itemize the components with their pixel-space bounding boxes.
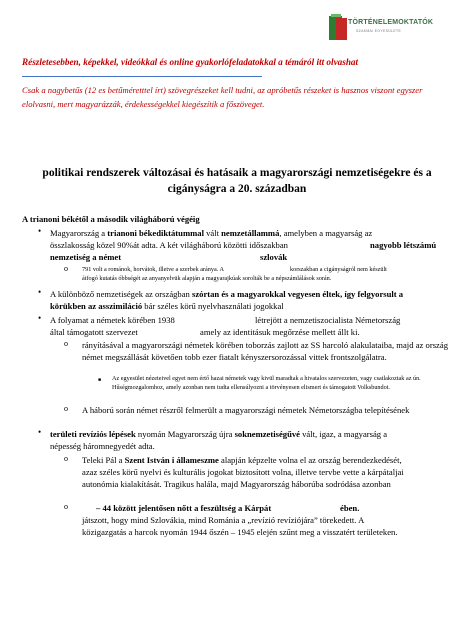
book-logo-icon <box>328 14 348 42</box>
paragraph-line: létrejött a nemzetiszocialista Németország <box>255 315 401 325</box>
paragraph-line: amely az identitásuk megőrzése mellett állt ki. <box>200 327 360 337</box>
small-note: korszakban a cigányságról nem készült <box>290 266 387 273</box>
paragraph-line: népesség háromnegyedét adta. <box>50 441 155 451</box>
paragraph-line: nemzetiség a német <box>50 252 122 262</box>
bullet-icon: • <box>38 287 42 297</box>
paragraph-line: összlakosság közel 90%át adta. A két világháború közötti időszakban <box>50 240 288 250</box>
paragraph-line: A különböző nemzetiségek az országban szórtan és a magyarokkal vegyesen éltek, így felgyorsult a <box>50 289 404 299</box>
square-bullet-icon: ■ <box>98 378 102 383</box>
circle-bullet-icon: o <box>64 339 68 348</box>
paragraph-line: Teleki Pál a Szent István i állameszme alapján képzelte volna el az ország berendezkedését, <box>82 455 402 465</box>
paragraph-line: játszott, hogy mind Szlovákia, mind Románia a „revízió revíziójára” törekedett. A <box>82 515 365 525</box>
bullet-icon: • <box>38 427 42 437</box>
paragraph-line: nagyobb létszámú <box>370 240 437 250</box>
details-link[interactable]: Részletesebben, képekkel, videókkal és online gyakorlófeladatokkal a témáról itt olvashat <box>22 57 359 67</box>
paragraph-line: A folyamat a németek körében 1938 <box>50 315 175 325</box>
paragraph-line: azaz széles körű nyelvi és kulturális jogokat biztosított volna, illetve tervbe vette a kárpátaljai <box>82 467 404 477</box>
bullet-icon: • <box>38 226 42 236</box>
small-note: átfogó kutatás óbbségét az anyanyelvük alapján a magyarajkúak sorolták be a népszámlálások során. <box>82 275 332 282</box>
paragraph-line: körükben az asszimiláció bár széles körű nyelvhasználati jogokkal <box>50 301 284 311</box>
paragraph: rányításával a magyarországi németek körében toborzás zajlott az SS harcoló alakulataiba, majd az ország német megszállását követően tobb ezer fiatalt kényszersorozással vittek frontszolgálatra. <box>82 340 448 362</box>
logo-name: TÖRTÉNELEMOKTATÓK <box>348 19 434 26</box>
paragraph-line: – 44 között jelentősen nőtt a feszültség a Kárpát <box>96 503 272 513</box>
logo-subtitle: SZAKMAI EGYESÜLETE <box>356 29 402 33</box>
page-title: politikai rendszerek változásai és hatásaik a magyarországi nemzetiségekre és a cigányságra a 20. században <box>42 167 432 195</box>
paragraph-line: ében. <box>340 503 360 513</box>
paragraph-line: közigazgatás a harcok nyomán 1944 őszén – 1945 elején szűnt meg a visszatért területeken. <box>82 527 398 537</box>
paragraph-line: által támogatott szervezet <box>50 327 138 337</box>
paragraph-line: A háború során német részről felmerült a magyarországi németek Németországba telepítésének <box>82 405 410 415</box>
small-note: Az egyesület nézeteivel egyet nem értő hazai németek vagy kivül maradtak a hivatalos szervezeten, vagy csatlakoztak az ún. Hűségmozgalomhoz, amely azonban nem tudta ellensúlyozni a törvényesen elismert és támogatott Volksbundot. <box>112 375 421 391</box>
intro-note: Csak a nagybetűs (12 es betűméretttel írt) szövegrészeket kell tudni, az apróbetűs részeket is hasznos viszont egyszer elolvasni, mert magyarázzák, érdekességekkel kiegészítik a főszöveget. <box>22 85 423 109</box>
circle-bullet-icon: o <box>64 264 68 273</box>
circle-bullet-icon: o <box>64 502 68 511</box>
section-heading: A trianoni békétől a második világháború végéig <box>22 214 200 224</box>
circle-bullet-icon: o <box>64 404 68 413</box>
small-note: 791 volt a románok, horvátok, illetve a szerbek aránya. A <box>82 266 224 273</box>
paragraph-line: Magyarország a trianoni békediktátummal vált nemzetállammá, amelyben a magyarság az <box>50 228 373 238</box>
circle-bullet-icon: o <box>64 454 68 463</box>
paragraph-line: autonómia kialakítását. Tragikus halála, majd Magyarország háborúba sodródása azonban <box>82 479 391 489</box>
paragraph-line: szlovák <box>260 252 288 262</box>
bullet-icon: • <box>38 313 42 323</box>
link-underline <box>22 76 262 77</box>
paragraph-line: területi revíziós lépések nyomán Magyarország újra soknemzetiségűvé vált, igaz, a magyarság a <box>50 429 388 439</box>
